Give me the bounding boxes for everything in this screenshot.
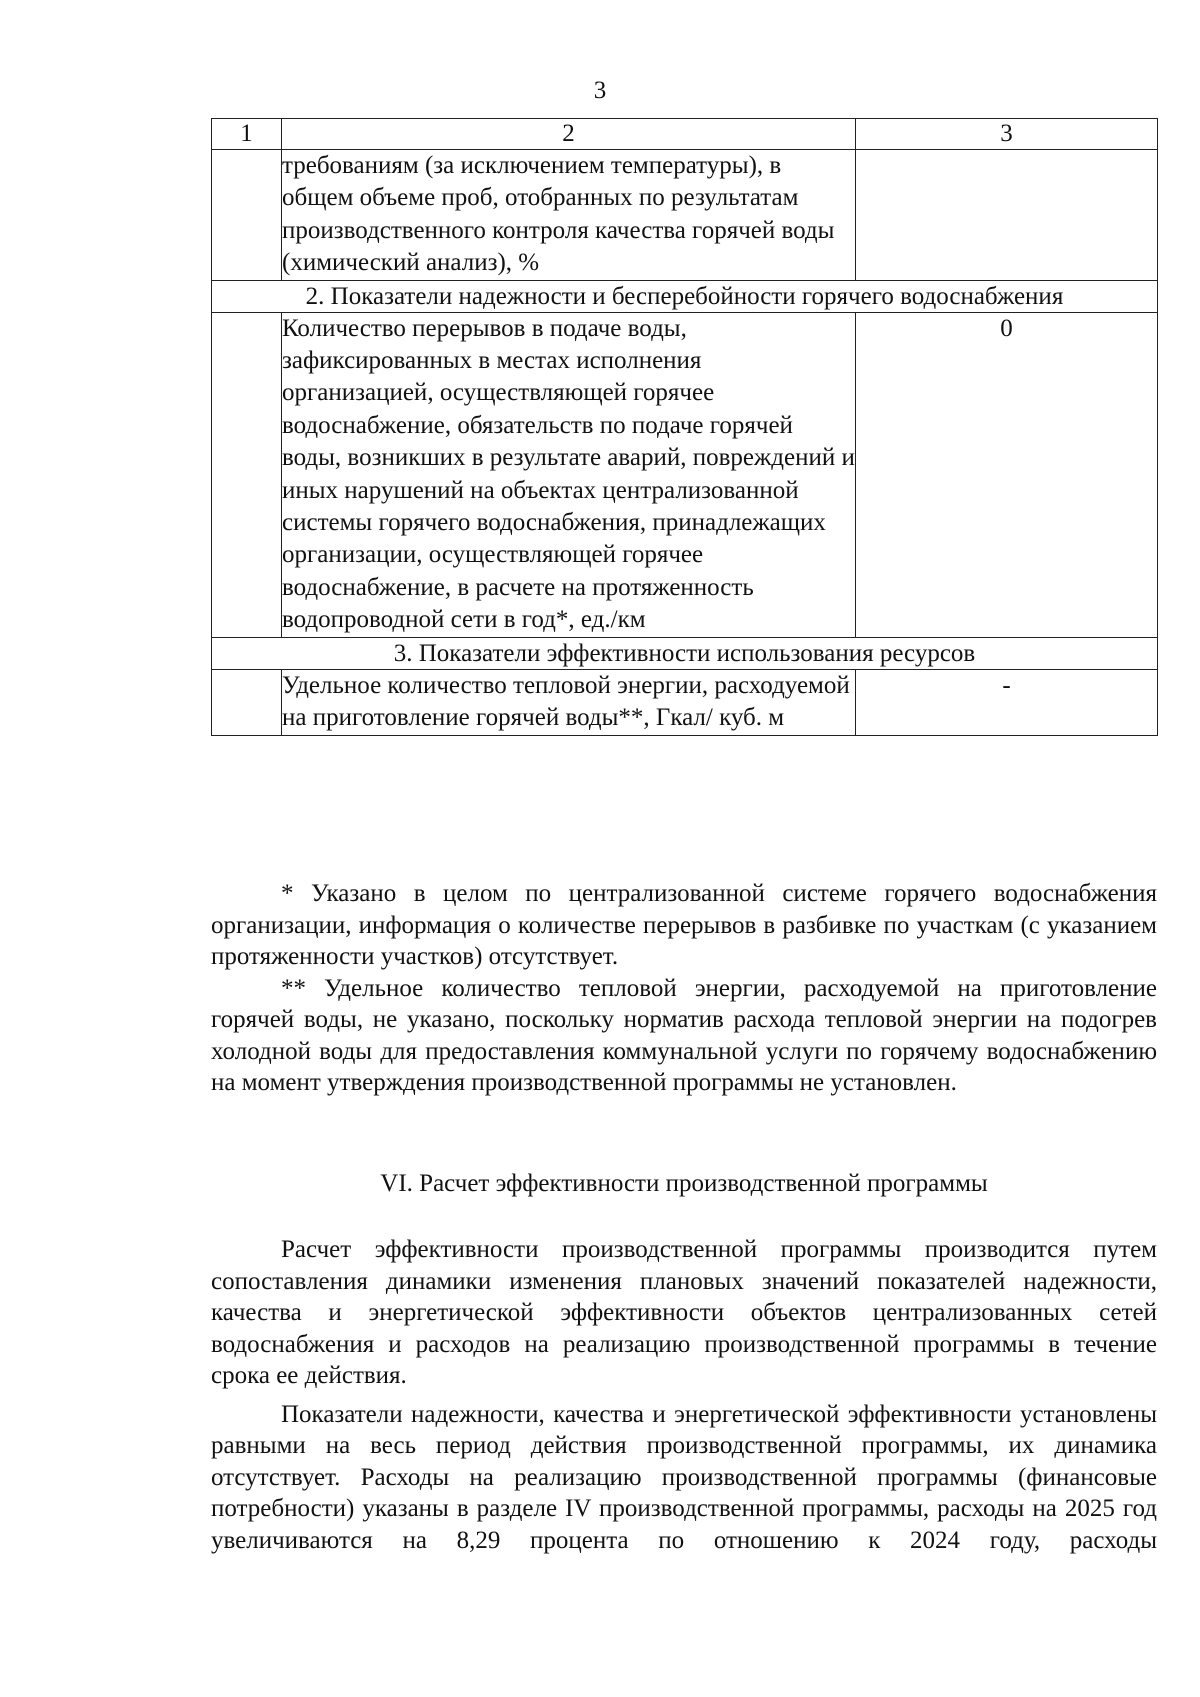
row-number-cell: [212, 150, 282, 281]
section-row: [212, 637, 1158, 669]
column-header-2: 2: [282, 119, 856, 150]
table-row: [212, 150, 1158, 281]
indicator-description: требованиям (за исключением температуры), в общем объеме проб, отобранных по результатам производственного контроля качества горячей воды (химический анализ), %: [282, 150, 856, 281]
section-title-efficiency: 3. Показатели эффективности использования ресурсов: [212, 637, 1158, 669]
body-text: [211, 1234, 1157, 1556]
section-heading: VI. Расчет эффективности производственной программы: [380, 1170, 988, 1197]
indicator-value: [856, 150, 1158, 281]
column-header-1: 1: [212, 119, 282, 150]
paragraph-1: Расчет эффективности производственной программы производится путем сопоставления динамики изменения плановых значений показателей надежности, качества и энергетической эффективности объектов централизованных сетей водоснабжения и расходов на реализацию производственной программы в течение срока ее действия.: [211, 1236, 1157, 1389]
section-title-reliability: 2. Показатели надежности и бесперебойности горячего водоснабжения: [212, 280, 1158, 312]
indicators-table: [211, 118, 1158, 736]
indicator-description: Удельное количество тепловой энергии, расходуемой на приготовление горячей воды**, Гкал/ куб. м: [282, 669, 856, 735]
table-row: [212, 669, 1158, 735]
indicator-description: Количество перерывов в подаче воды, зафиксированных в местах исполнения организацией, осуществляющей горячее водоснабжение, обязательств по подаче горячей воды, возникших в результате аварий, повреждений и иных нарушений на объектах централизованной системы горячего водоснабжения, принадлежащих организации, осуществляющей горячее водоснабжение, в расчете на протяженность водопроводной сети в год*, ед./км: [282, 312, 856, 637]
table-row: [212, 312, 1158, 637]
section-row: [212, 280, 1158, 312]
indicator-value: 0: [856, 312, 1158, 637]
footnote-1: * Указано в целом по централизованной системе горячего водоснабжения организации, информация о количестве перерывов в разбивке по участкам (с указанием протяженности участков) отсутствует.: [211, 880, 1157, 970]
page-number: 3: [593, 77, 607, 104]
footnote-2: ** Удельное количество тепловой энергии, расходуемой на приготовление горячей воды, не указано, поскольку норматив расхода тепловой энергии на подогрев холодной воды для предоставления коммунальной услуги по горячему водоснабжению на момент утверждения производственной программы не установлен.: [211, 974, 1157, 1096]
paragraph-2: Показатели надежности, качества и энергетической эффективности установлены равными на весь период действия производственной программы, их динамика отсутствует. Расходы на реализацию производственной программы (финансовые потребности) указаны в разделе IV производственной программы, расходы на 2025 год увеличиваются на 8,29 процента по отношению к 2024 году, расходы: [211, 1400, 1157, 1554]
footnotes: [211, 878, 1157, 1099]
column-header-3: 3: [856, 119, 1158, 150]
row-number-cell: [212, 669, 282, 735]
row-number-cell: [212, 312, 282, 637]
indicator-value: -: [856, 669, 1158, 735]
table-header-row: [212, 119, 1158, 150]
